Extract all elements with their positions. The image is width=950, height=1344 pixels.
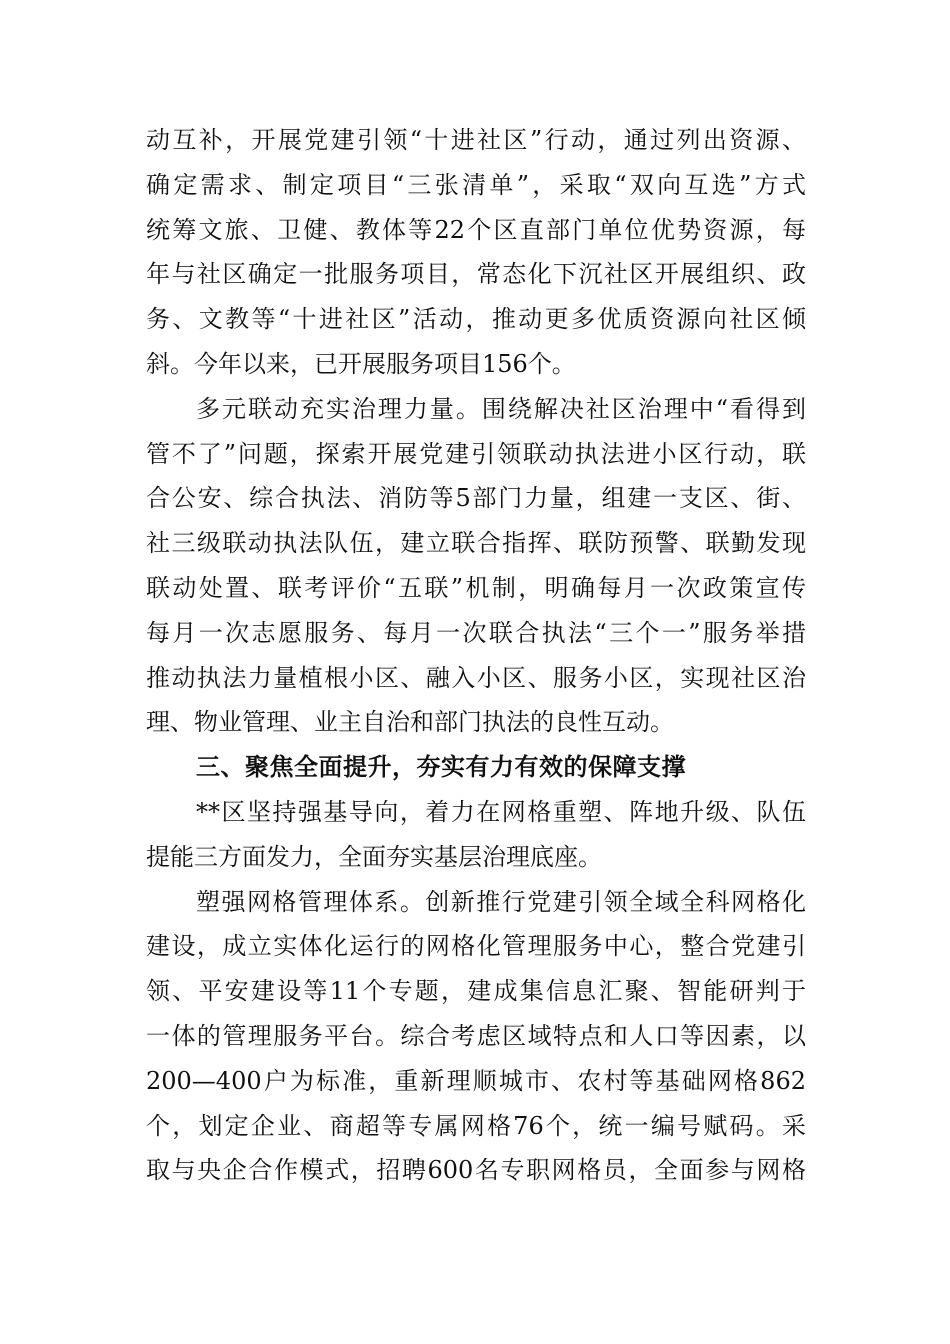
paragraph-ten-into-community <box>146 118 806 387</box>
text-line: 动互补，开展党建引领“十进社区”行动，通过列出资源、 <box>146 126 806 154</box>
text-line: 提能三方面发力，全面夯实基层治理底座。 <box>146 842 602 871</box>
text-line: 管不了”问题，探索开展党建引领联动执法进小区行动，联 <box>146 439 806 468</box>
text-line: 个，划定企业、商超等专属网格76个，统一编号赋码。采 <box>146 1111 806 1140</box>
text-line: 年与社区确定一批服务项目，常态化下沉社区开展组织、政 <box>146 260 806 289</box>
document-body <box>146 118 806 1193</box>
text-line: 统筹文旅、卫健、教体等22个区直部门单位优势资源，每 <box>146 215 806 244</box>
text-line: 推动执法力量植根小区、融入小区、服务小区，实现社区治 <box>146 663 806 692</box>
text-line: 取与央企合作模式，招聘600名专职网格员，全面参与网格 <box>146 1156 806 1185</box>
paragraph-intro-section-three <box>146 790 806 880</box>
paragraph-joint-enforcement <box>146 387 806 745</box>
section-heading: 三、聚焦全面提升，夯实有力有效的保障支撑 <box>196 753 686 782</box>
text-line: 斜。今年以来，已开展服务项目156个。 <box>146 349 576 378</box>
paragraph-grid-management <box>146 880 806 1194</box>
text-line: 联动处置、联考评价“五联”机制，明确每月一次政策宣传 <box>146 573 806 602</box>
text-line: 每月一次志愿服务、每月一次联合执法“三个一”服务举措 <box>146 618 806 647</box>
text-line: 合公安、综合执法、消防等5部门力量，组建一支区、街、 <box>146 484 806 513</box>
text-line: 领、平安建设等11个专题，建成集信息汇聚、智能研判于 <box>146 977 806 1006</box>
text-line: 多元联动充实治理力量。围绕解决社区治理中“看得到 <box>196 394 806 423</box>
text-line: 建设，成立实体化运行的网格化管理服务中心，整合党建引 <box>146 932 806 961</box>
text-line: 务、文教等“十进社区”活动，推动更多优质资源向社区倾 <box>146 305 806 334</box>
text-line: **区坚持强基导向，着力在网格重塑、阵地升级、队伍 <box>196 797 806 826</box>
text-line: 200—400户为标准，重新理顺城市、农村等基础网格862 <box>146 1066 806 1095</box>
text-line: 理、物业管理、业主自治和部门执法的良性互动。 <box>146 708 674 737</box>
text-line: 确定需求、制定项目“三张清单”，采取“双向互选”方式 <box>146 170 806 199</box>
text-line: 塑强网格管理体系。创新推行党建引领全域全科网格化 <box>196 887 806 916</box>
text-line: 社三级联动执法队伍，建立联合指挥、联防预警、联勤发现 <box>146 529 806 558</box>
text-line: 一体的管理服务平台。综合考虑区域特点和人口等因素，以 <box>146 1021 806 1050</box>
